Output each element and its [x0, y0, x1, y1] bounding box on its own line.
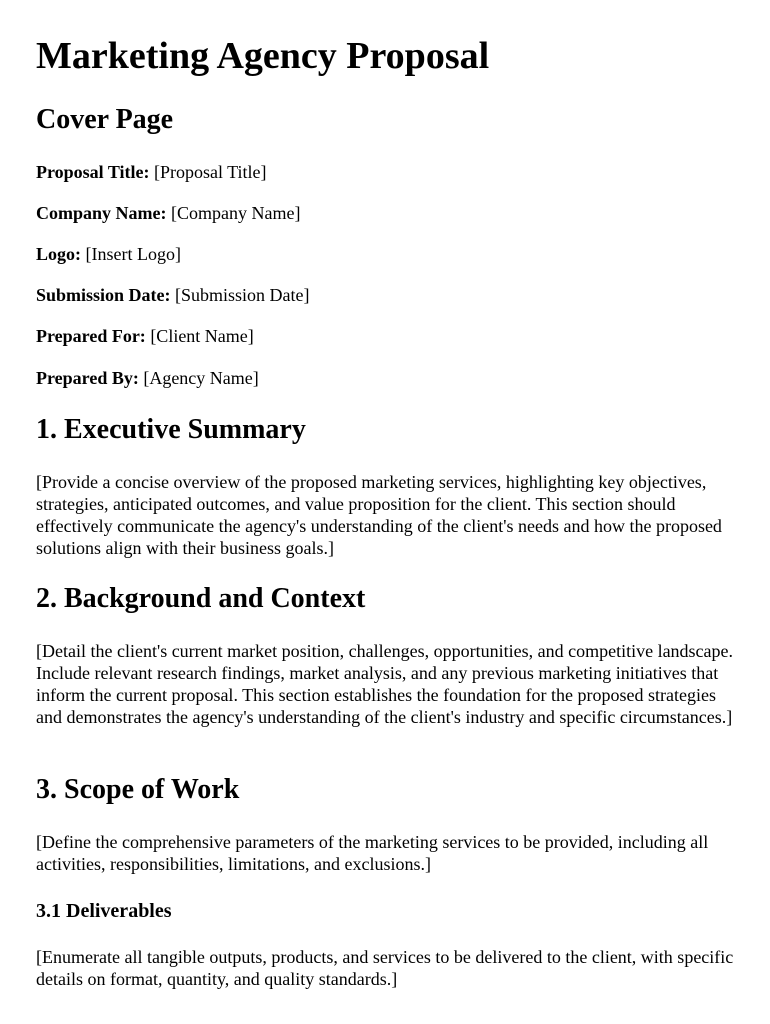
- background-body: [Detail the client's current market position, challenges, opportunities, and competitive landscape. Include relevant research findings, market analysis, and any previous marketing initiatives that inform the current proposal. This section establishes the foundation for the proposed strategies and demonstrates the agency's understanding of the client's industry and specific circumstances.]: [36, 641, 734, 727]
- field-proposal-title: [36, 161, 734, 183]
- field-value: [Client Name]: [150, 326, 254, 346]
- deliverables-heading: 3.1 Deliverables: [36, 900, 172, 922]
- field-label: Prepared By:: [36, 368, 139, 388]
- document-title: Marketing Agency Proposal: [36, 35, 490, 77]
- field-value: [Proposal Title]: [154, 162, 267, 182]
- executive-summary-body: [Provide a concise overview of the proposed marketing services, highlighting key objectives, strategies, anticipated outcomes, and value proposition for the client. This section should effectively communicate the agency's understanding of the client's needs and how the proposed solutions align with their business goals.]: [36, 472, 722, 558]
- field-value: [Agency Name]: [143, 368, 259, 388]
- scope-heading: 3. Scope of Work: [36, 774, 240, 805]
- field-label: Company Name:: [36, 203, 167, 223]
- executive-summary-heading: 1. Executive Summary: [36, 414, 306, 445]
- cover-page-heading: Cover Page: [36, 104, 174, 135]
- field-label: Proposal Title:: [36, 162, 150, 182]
- field-submission-date: [36, 284, 734, 306]
- field-label: Prepared For:: [36, 326, 146, 346]
- field-label: Logo:: [36, 244, 81, 264]
- field-value: [Company Name]: [171, 203, 301, 223]
- background-heading: 2. Background and Context: [36, 583, 366, 614]
- field-prepared-by: [36, 367, 734, 389]
- field-value: [Insert Logo]: [85, 244, 181, 264]
- field-label: Submission Date:: [36, 285, 171, 305]
- field-logo: [36, 243, 734, 265]
- field-value: [Submission Date]: [175, 285, 310, 305]
- scope-body: [Define the comprehensive parameters of the marketing services to be provided, including all activities, responsibilities, limitations, and exclusions.]: [36, 832, 709, 874]
- deliverables-body: [Enumerate all tangible outputs, products, and services to be delivered to the client, with specific details on format, quantity, and quality standards.]: [36, 947, 734, 989]
- field-prepared-for: [36, 325, 734, 347]
- field-company-name: [36, 202, 734, 224]
